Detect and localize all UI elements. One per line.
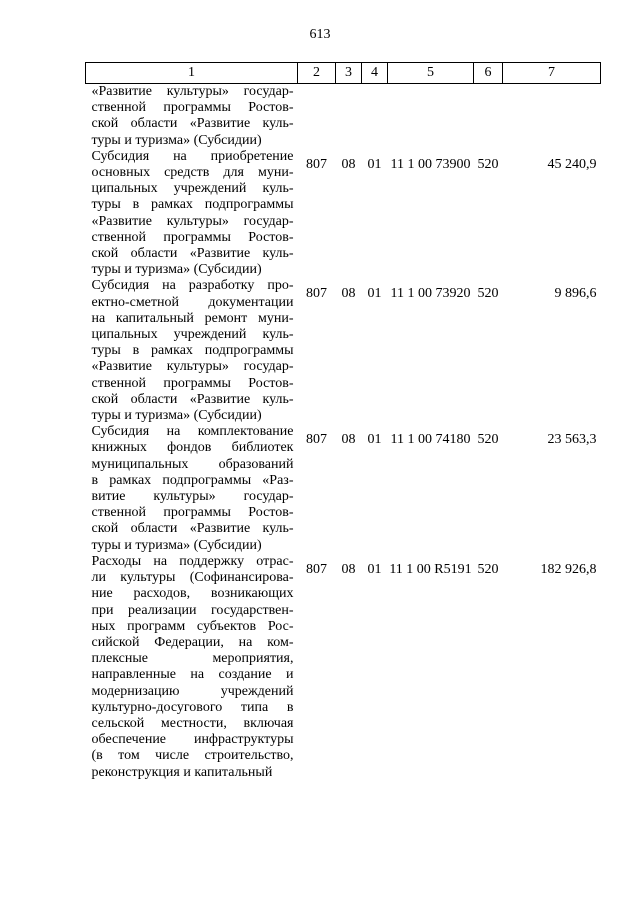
- column-header-6: 6: [474, 63, 503, 84]
- page-number: 613: [309, 27, 331, 42]
- subsection-code: 01: [367, 561, 382, 577]
- description-line: муниципальных образований: [91, 456, 294, 472]
- description-line: в рамках подпрограммы «Раз-: [91, 472, 294, 488]
- description-line: туры в рамках подпрограммы: [91, 197, 294, 213]
- description-line: обеспечение инфраструктуры: [91, 732, 294, 748]
- target-article-code: [388, 84, 474, 149]
- description-line: ской области «Развитие куль-: [91, 246, 294, 262]
- description-line: ской области «Развитие куль-: [91, 116, 294, 132]
- description-line: «Развитие культуры» государ-: [91, 84, 294, 99]
- subsection-code: 01: [367, 286, 382, 302]
- budget-table: [85, 62, 601, 781]
- description-line: направленные на создание и: [91, 667, 294, 683]
- expense-type-code: 520: [477, 432, 499, 448]
- expense-type-code: [474, 84, 503, 149]
- table-row: [86, 554, 601, 781]
- description-line: Субсидия на разработку про-: [91, 278, 294, 294]
- description-line: ципальных учреждений куль-: [91, 327, 294, 343]
- ministry-code: 807: [306, 432, 327, 448]
- description-line: основных средств для муни-: [91, 165, 294, 181]
- ministry-code: [298, 84, 336, 149]
- description-line: ципальных учреждений куль-: [91, 181, 294, 197]
- expense-type-code: 520: [477, 286, 499, 302]
- amount-value: 45 240,9: [547, 156, 597, 172]
- ministry-code: 807: [306, 286, 327, 302]
- row-description: [86, 84, 298, 149]
- description-line: сийской Федерации, на ком-: [91, 634, 294, 650]
- section-code: 08: [341, 156, 356, 172]
- table-body: [86, 84, 601, 781]
- table-row: [86, 149, 601, 279]
- description-line: ской области «Развитие куль-: [91, 521, 294, 537]
- description-line: ние расходов, возникающих: [91, 586, 294, 602]
- description-line: туры и туризма» (Субсидии): [91, 408, 262, 424]
- expense-type-code: 520: [477, 156, 499, 172]
- amount-value: 23 563,3: [547, 432, 597, 448]
- row-description: [86, 424, 298, 554]
- description-line: туры и туризма» (Субсидии): [91, 132, 262, 148]
- column-header-2: 2: [298, 63, 336, 84]
- description-line: реконструкция и капитальный: [91, 764, 273, 780]
- amount-value: [503, 84, 601, 149]
- description-line: плексные мероприятия,: [91, 651, 294, 667]
- description-line: ской области «Развитие куль-: [91, 391, 294, 407]
- expense-type-code: 520: [477, 561, 499, 577]
- description-line: культурно-досугового типа в: [91, 699, 294, 715]
- section-code: 08: [341, 286, 356, 302]
- amount-value: 182 926,8: [540, 561, 597, 577]
- column-header-3: 3: [336, 63, 362, 84]
- column-header-7: 7: [503, 63, 601, 84]
- description-line: витие культуры» государ-: [91, 489, 294, 505]
- subsection-code: 01: [367, 156, 382, 172]
- description-line: ственной программы Ростов-: [91, 229, 294, 245]
- description-line: «Развитие культуры» государ-: [91, 213, 294, 229]
- description-line: модернизацию учреждений: [91, 683, 294, 699]
- row-description: [86, 149, 298, 279]
- column-header-5: 5: [388, 63, 474, 84]
- description-line: книжных фондов библиотек: [91, 440, 294, 456]
- ministry-code: 807: [306, 156, 327, 172]
- target-article-code: 11 1 00 R5191: [389, 561, 472, 577]
- description-line: на капитальный ремонт муни-: [91, 310, 294, 326]
- description-line: туры в рамках подпрограммы: [91, 343, 294, 359]
- section-code: 08: [341, 432, 356, 448]
- description-line: ственной программы Ростов-: [91, 375, 294, 391]
- subsection-code: [362, 84, 388, 149]
- section-code: 08: [341, 561, 356, 577]
- row-description: [86, 554, 298, 781]
- description-line: туры и туризма» (Субсидии): [91, 262, 262, 278]
- row-description: [86, 278, 298, 424]
- description-line: ственной программы Ростов-: [91, 505, 294, 521]
- section-code: [336, 84, 362, 149]
- description-line: ли культуры (Софинансирова-: [91, 570, 294, 586]
- description-line: Расходы на поддержку отрас-: [91, 553, 294, 569]
- description-line: (в том числе строительство,: [91, 748, 294, 764]
- description-line: при реализации государствен-: [91, 602, 294, 618]
- column-header-4: 4: [362, 63, 388, 84]
- target-article-code: 11 1 00 73900: [390, 156, 471, 172]
- description-line: ственной программы Ростов-: [91, 100, 294, 116]
- description-line: туры и туризма» (Субсидии): [91, 537, 262, 553]
- table-header-row: [86, 63, 601, 84]
- target-article-code: 11 1 00 73920: [390, 286, 471, 302]
- table-row: [86, 278, 601, 424]
- amount-value: 9 896,6: [554, 286, 597, 302]
- subsection-code: 01: [367, 432, 382, 448]
- description-line: «Развитие культуры» государ-: [91, 359, 294, 375]
- target-article-code: 11 1 00 74180: [390, 432, 471, 448]
- description-line: Субсидия на комплектование: [91, 424, 294, 440]
- table-row: [86, 84, 601, 149]
- description-line: ектно-сметной документации: [91, 294, 294, 310]
- description-line: Субсидия на приобретение: [91, 148, 294, 164]
- column-header-1: 1: [86, 63, 298, 84]
- description-line: ных программ субъектов Рос-: [91, 618, 294, 634]
- ministry-code: 807: [306, 561, 327, 577]
- description-line: сельской местности, включая: [91, 715, 294, 731]
- table-row: [86, 424, 601, 554]
